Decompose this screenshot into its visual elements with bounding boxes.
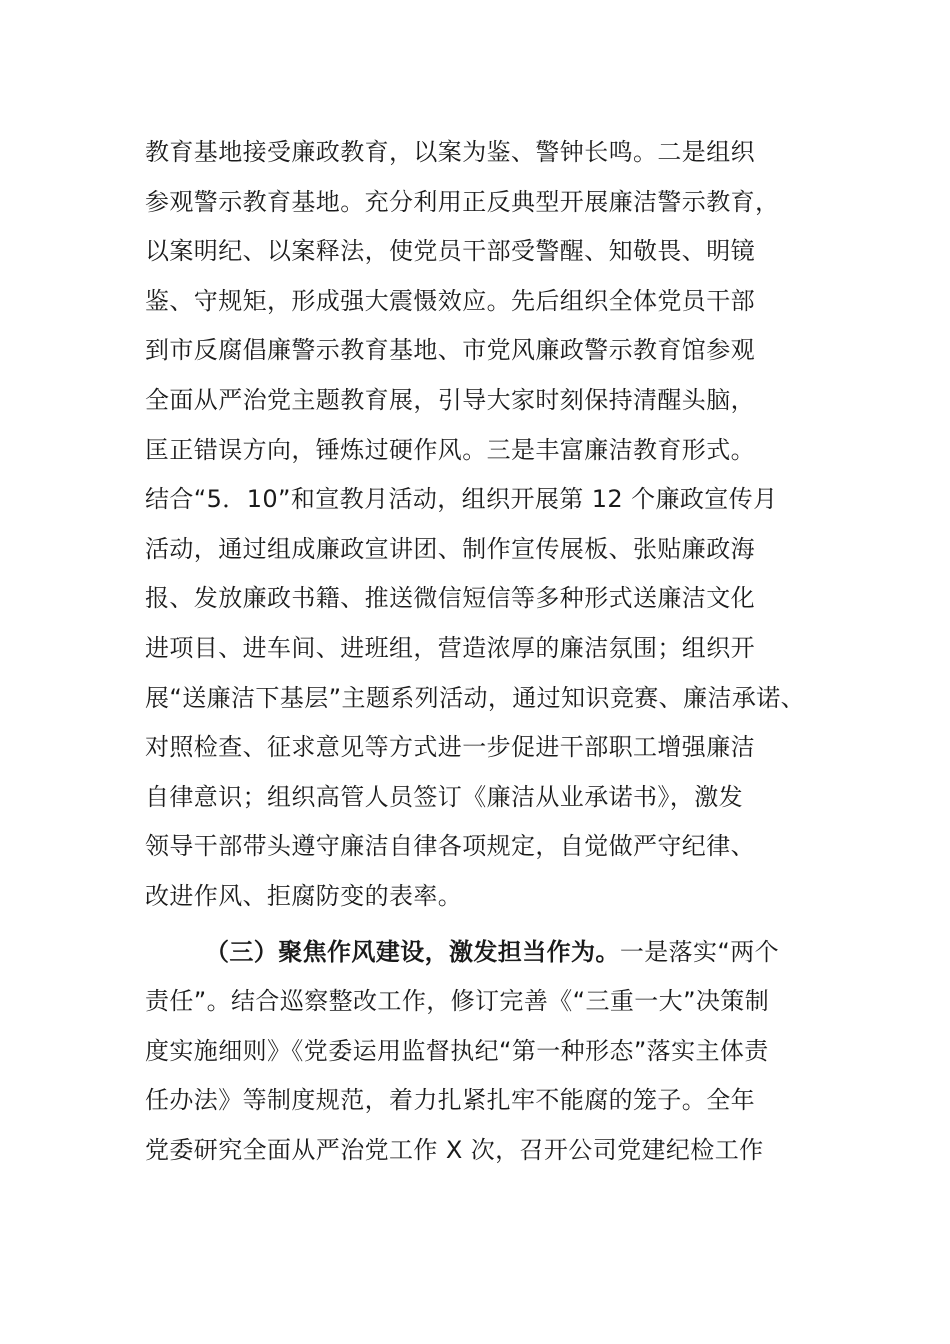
paragraph-line: 活动，通过组成廉政宣讲团、制作宣传展板、张贴廉政海 [145,534,755,563]
paragraph-line: 领导干部带头遵守廉洁自律各项规定，自觉做严守纪律、 [145,832,755,861]
paragraph-line: 度实施细则》《党委运用监督执纪“第一种形态”落实主体责 [145,1036,769,1065]
paragraph-line: 教育基地接受廉政教育，以案为鉴、警钟长鸣。二是组织 [145,138,755,166]
paragraph-line: 展“送廉洁下基层”主题系列活动，通过知识竞赛、廉洁承诺、 [145,683,806,712]
section-heading: （三）聚焦作风建设，激发担当作为。 [205,937,620,966]
paragraph-line: 全面从严治党主题教育展，引导大家时刻保持清醒头脑， [145,385,755,414]
heading-continuation: 一是落实“两个 [619,937,780,966]
paragraph-line: 对照检查、征求意见等方式进一步促进干部职工增强廉洁 [145,733,755,762]
paragraph-line: 责任”。结合巡察整改工作，修订完善《“三重一大”决策制 [145,987,770,1016]
paragraph-line: 自律意识；组织高管人员签订《廉洁从业承诺书》，激发 [145,782,743,811]
paragraph-line: 以案明纪、以案释法，使党员干部受警醒、知敬畏、明镜 [145,237,755,266]
paragraph-2 [145,928,825,1176]
paragraph-line: 党委研究全面从严治党工作 X 次，召开公司党建纪检工作 [145,1135,764,1164]
body-text [145,128,825,1175]
paragraph-line: 进项目、进车间、进班组，营造浓厚的廉洁氛围；组织开 [145,633,755,662]
paragraph-first-line [145,928,825,978]
paragraph-line: 鉴、守规矩，形成强大震慑效应。先后组织全体党员干部 [145,286,755,315]
paragraph-line: 任办法》等制度规范，着力扎紧扎牢不能腐的笼子。全年 [145,1086,755,1115]
paragraph-line: 匡正错误方向，锤炼过硬作风。三是丰富廉洁教育形式。 [145,435,755,464]
paragraph-line: 到市反腐倡廉警示教育基地、市党风廉政警示教育馆参观 [145,336,755,365]
paragraph-line: 改进作风、拒腐防变的表率。 [145,881,463,910]
paragraph-line: 参观警示教育基地。充分利用正反典型开展廉洁警示教育， [145,187,780,216]
paragraph-line: 报、发放廉政书籍、推送微信短信等多种形式送廉洁文化 [145,584,755,613]
paragraph-1 [145,128,825,922]
paragraph-line: 结合“5．10”和宣教月活动，组织开展第 12 个廉政宣传月 [145,485,778,514]
